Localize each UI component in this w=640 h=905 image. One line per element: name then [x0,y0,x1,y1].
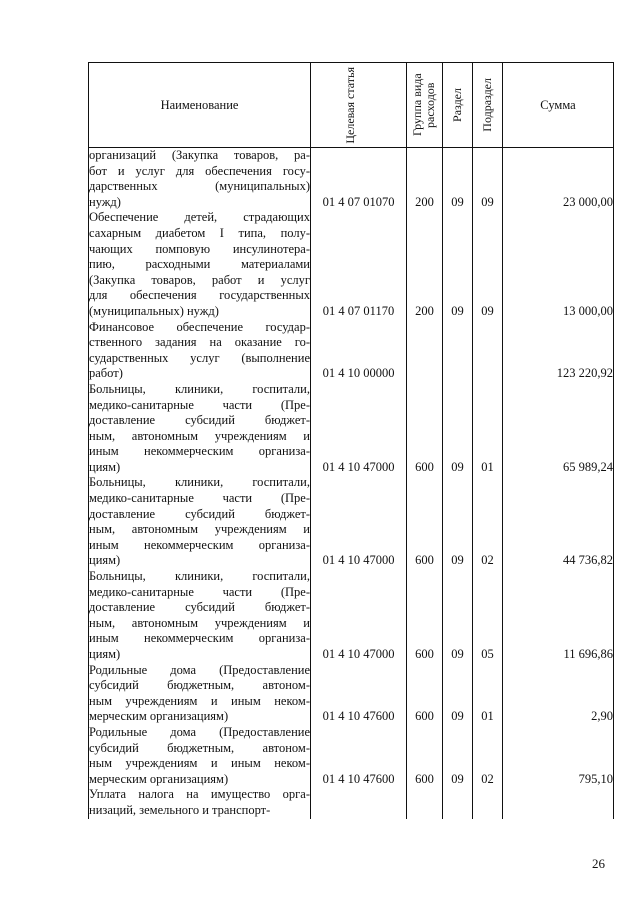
row-name-line: Родильные дома (Предоставление [89,724,310,739]
table-row [89,787,614,818]
row-sum: 13 000,00 [503,210,614,319]
row-section [443,787,473,818]
header-sum: Сумма [503,63,614,148]
header-name: Наименование [89,63,311,148]
row-name-line: (Закупка товаров, работ и услуг [89,272,310,287]
row-name-line: ным учреждениям и иным неком- [89,756,310,771]
row-expense-group: 600 [407,569,443,663]
row-name-line: иным некоммерческим организа- [89,631,310,646]
row-subsection: 01 [473,382,503,476]
row-name-line: сударственных услуг (выполнение [89,350,310,365]
header-subsection: Подраздел [473,63,503,148]
header-target-article: Целевая статья [311,63,407,148]
row-subsection: 05 [473,569,503,663]
row-sum [503,787,614,818]
row-expense-group [407,320,443,382]
row-name-line: ным, автономным учреждениям и [89,522,310,537]
row-name-line: Больницы, клиники, госпитали, [89,569,310,584]
row-name-cell [89,148,311,211]
row-name-line: организаций (Закупка товаров, ра- [89,148,310,162]
row-sum: 23 000,00 [503,148,614,211]
row-name-line: нужд) [89,194,121,209]
row-name-line: дарственных (муниципальных) [89,179,310,194]
row-name-cell [89,569,311,663]
row-target-code: 01 4 10 47600 [311,725,407,787]
row-name-line: субсидий бюджетным, автоном- [89,678,310,693]
page-number: 26 [592,856,605,871]
row-name-line: доставление субсидий бюджет- [89,413,310,428]
table-row [89,148,614,211]
row-name-line: Больницы, клиники, госпитали, [89,381,310,396]
row-expense-group: 600 [407,475,443,569]
row-section: 09 [443,382,473,476]
row-sum: 44 736,82 [503,475,614,569]
row-target-code: 01 4 07 01170 [311,210,407,319]
row-name-line: Финансовое обеспечение государ- [89,319,310,334]
row-name-line: чающих помповую инсулинотера- [89,241,310,256]
table-row [89,382,614,476]
row-subsection: 09 [473,210,503,319]
row-name-line: медико-санитарные части (Пре- [89,584,310,599]
row-section [443,320,473,382]
row-name-line: мерческим организациям) [89,771,229,786]
row-name-line: иным некоммерческим организа- [89,444,310,459]
row-name-line: Больницы, клиники, госпитали, [89,475,310,490]
row-name-cell [89,475,311,569]
row-name-line: работ) [89,366,123,381]
table-row [89,725,614,787]
row-name-line: для обеспечения государственных [89,288,310,303]
table-row [89,663,614,725]
row-name-line: доставление субсидий бюджет- [89,600,310,615]
row-section: 09 [443,148,473,211]
row-section: 09 [443,569,473,663]
row-name-line: ным учреждениям и иным неком- [89,693,310,708]
row-sum: 795,10 [503,725,614,787]
row-name-cell [89,725,311,787]
row-target-code: 01 4 10 47000 [311,569,407,663]
row-subsection: 02 [473,725,503,787]
row-name-line: ным, автономным учреждениям и [89,428,310,443]
row-sum: 123 220,92 [503,320,614,382]
row-name-line: бот и услуг для обеспечения госу- [89,163,310,178]
row-name-line: Обеспечение детей, страдающих [89,210,310,225]
row-name-line: пию, расходными материалами [89,257,310,272]
row-expense-group: 200 [407,210,443,319]
row-subsection: 09 [473,148,503,211]
table-body [89,148,614,819]
row-name-line: ственного задания на оказание го- [89,335,310,350]
row-name-cell [89,320,311,382]
budget-table [88,62,614,819]
row-target-code: 01 4 07 01070 [311,148,407,211]
row-section: 09 [443,725,473,787]
row-target-code: 01 4 10 47000 [311,382,407,476]
table-row [89,320,614,382]
row-name-line: Родильные дома (Предоставление [89,662,310,677]
row-name-line: низаций, земельного и транспорт- [89,802,271,817]
row-subsection: 02 [473,475,503,569]
row-name-cell [89,663,311,725]
table-row [89,475,614,569]
row-name-line: медико-санитарные части (Пре- [89,397,310,412]
header-expense-group: Группа вида расходов [407,63,443,148]
row-target-code: 01 4 10 47600 [311,663,407,725]
row-subsection [473,787,503,818]
row-name-line: иным некоммерческим организа- [89,537,310,552]
row-target-code: 01 4 10 00000 [311,320,407,382]
table-row [89,569,614,663]
row-name-line: доставление субсидий бюджет- [89,506,310,521]
row-sum: 65 989,24 [503,382,614,476]
header-section: Раздел [443,63,473,148]
row-name-line: медико-санитарные части (Пре- [89,491,310,506]
row-section: 09 [443,663,473,725]
row-name-cell [89,210,311,319]
row-section: 09 [443,210,473,319]
row-name-line: сахарным диабетом I типа, полу- [89,225,310,240]
row-name-line: циям) [89,647,121,661]
row-name-line: (муниципальных) нужд) [89,303,219,318]
row-expense-group [407,787,443,818]
row-sum: 2,90 [503,663,614,725]
row-name-line: Уплата налога на имущество орга- [89,787,310,802]
row-name-cell [89,382,311,476]
row-expense-group: 600 [407,382,443,476]
row-name-cell [89,787,311,818]
table-row [89,210,614,319]
row-expense-group: 600 [407,663,443,725]
row-name-line: циям) [89,459,121,474]
row-expense-group: 600 [407,725,443,787]
row-target-code [311,787,407,818]
row-name-line: мерческим организациям) [89,709,229,724]
row-section: 09 [443,475,473,569]
row-subsection: 01 [473,663,503,725]
row-name-line: субсидий бюджетным, автоном- [89,740,310,755]
row-name-line: ным, автономным учреждениям и [89,615,310,630]
row-subsection [473,320,503,382]
row-expense-group: 200 [407,148,443,211]
table-header-row [89,63,614,148]
row-target-code: 01 4 10 47000 [311,475,407,569]
row-name-line: циям) [89,553,121,568]
row-sum: 11 696,86 [503,569,614,663]
